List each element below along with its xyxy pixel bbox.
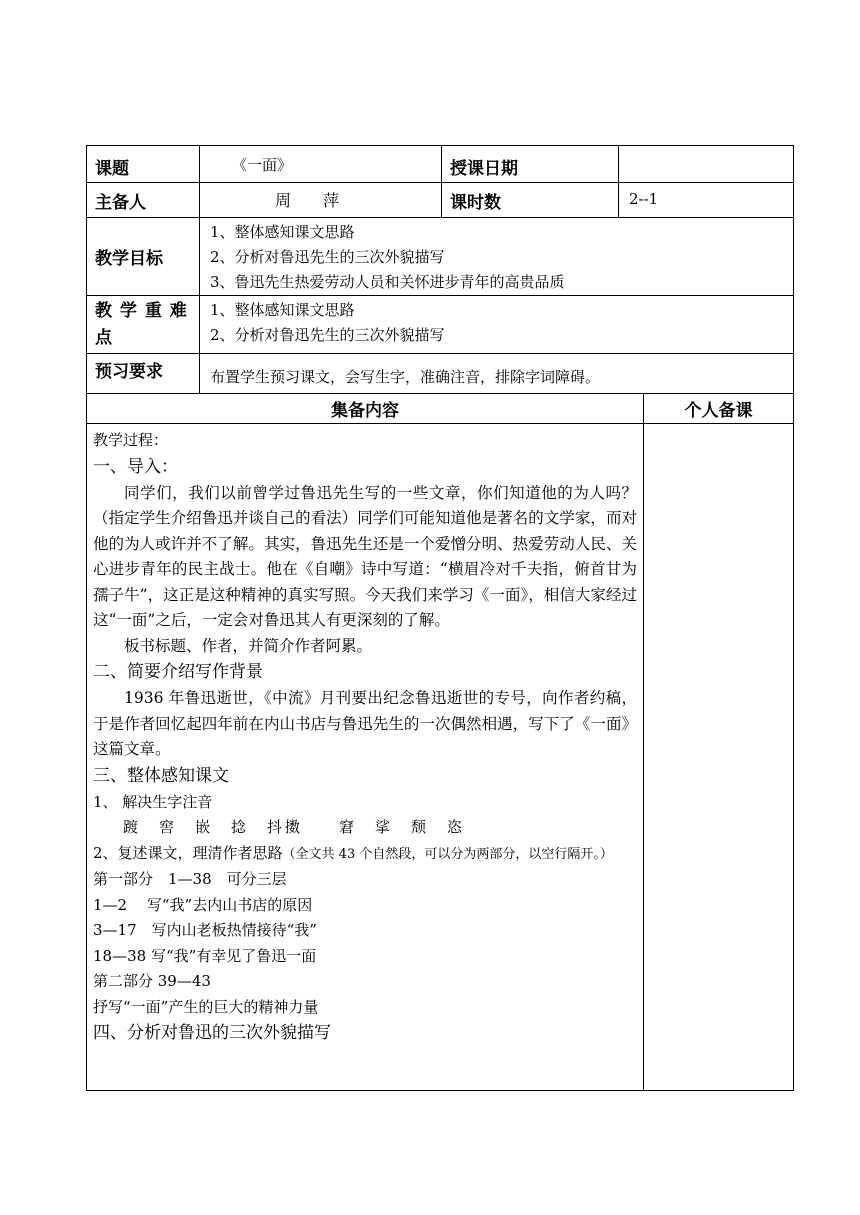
main-column-header: 集备内容 — [87, 394, 644, 424]
step-retell-note: （全文共 43 个自然段，可以分为两部分，以空行隔开。） — [282, 846, 613, 862]
key-points-row — [87, 296, 794, 354]
section-intro-heading: 一、导入： — [93, 456, 178, 477]
key-points-label: 教 学 重 难 点 — [87, 296, 200, 354]
topic-row — [87, 146, 794, 183]
goal-item: 1、整体感知课文思路 — [210, 223, 355, 241]
lesson-plan-sheet — [86, 145, 793, 1091]
goal-item: 3、鲁迅先生热爱劳动人员和关怀进步青年的高贵品质 — [210, 273, 565, 291]
new-characters: 踱 窖 嵌 捻 抖擞 窘 挲 颓 恣 — [123, 818, 466, 836]
main-content — [87, 424, 644, 1091]
step-retell — [93, 841, 637, 868]
key-point-item: 1、整体感知课文思路 — [210, 301, 355, 319]
section-appearance-heading: 四、分析对鲁迅的三次外貌描写 — [93, 1023, 331, 1043]
hours-label: 课时数 — [442, 183, 619, 218]
hours-value: 2--1 — [619, 183, 794, 218]
key-points-list — [200, 296, 794, 354]
content-row — [87, 424, 794, 1091]
personal-column-header: 个人备课 — [644, 394, 794, 424]
goals-list — [200, 218, 794, 296]
part-one: 第一部分 1—38 可分三层 — [93, 870, 287, 888]
part-two: 第二部分 39—43 — [93, 972, 211, 990]
step-characters: 1、 解决生字注音 — [93, 792, 213, 811]
section-background-heading: 二、简要介绍写作背景 — [93, 662, 263, 682]
preview-label: 预习要求 — [87, 354, 200, 394]
process-title: 教学过程： — [93, 431, 169, 449]
key-point-item: 2、分析对鲁迅先生的三次外貌描写 — [210, 326, 445, 344]
date-value — [619, 146, 794, 183]
intro-paragraph: 同学们，我们以前曾学过鲁迅先生写的一些文章，你们知道他的为人吗？（指定学生介绍鲁迅并谈自己的看法）同学们可能知道他是著名的文学家，而对他的为人或许并不了解。其实，鲁迅先生还是一个爱憎分明、热爱劳动人民、关心进步青年的民主战士。他在《自嘲》诗中写道：“横眉冷对千夫指，俯首甘为孺子牛”，这正是这种精神的真实写照。今天我们来学习《一面》，相信大家经过这“一面”之后，一定会对鲁迅其人有更深刻的了解。 — [93, 483, 637, 629]
step-retell-main: 2、复述课文，理清作者思路 — [93, 843, 283, 862]
goals-row — [87, 218, 794, 296]
layer-two: 3—17 写内山老板热情接待“我” — [93, 921, 317, 939]
personal-notes-column — [644, 424, 794, 1091]
part-two-description: 抒写“一面”产生的巨大的精神力量 — [93, 997, 319, 1016]
lesson-plan-table — [86, 145, 794, 1091]
preparer-label: 主备人 — [87, 183, 200, 218]
topic-label: 课题 — [87, 146, 200, 183]
topic-value: 《一面》 — [200, 146, 442, 183]
board-note: 板书标题、作者，并简介作者阿累。 — [124, 636, 373, 655]
date-label: 授课日期 — [442, 146, 619, 183]
section-overview-heading: 三、整体感知课文 — [93, 765, 229, 786]
preparer-row — [87, 183, 794, 218]
background-paragraph: 1936 年鲁迅逝世，《中流》月刊要出纪念鲁迅逝世的专号，向作者约稿，于是作者回忆起四年前在内山书店与鲁迅先生的一次偶然相遇，写下了《一面》这篇文章。 — [93, 689, 637, 758]
goals-label: 教学目标 — [87, 218, 200, 296]
goal-item: 2、分析对鲁迅先生的三次外貌描写 — [210, 248, 445, 266]
column-header-row — [87, 394, 794, 424]
preparer-value: 周 萍 — [200, 183, 442, 218]
layer-one: 1—2 写“我”去内山书店的原因 — [93, 895, 313, 914]
layer-three: 18—38 写“我”有幸见了鲁迅一面 — [93, 946, 317, 965]
preview-row — [87, 354, 794, 394]
preview-value: 布置学生预习课文，会写生字，准确注音，排除字词障碍。 — [200, 354, 794, 394]
